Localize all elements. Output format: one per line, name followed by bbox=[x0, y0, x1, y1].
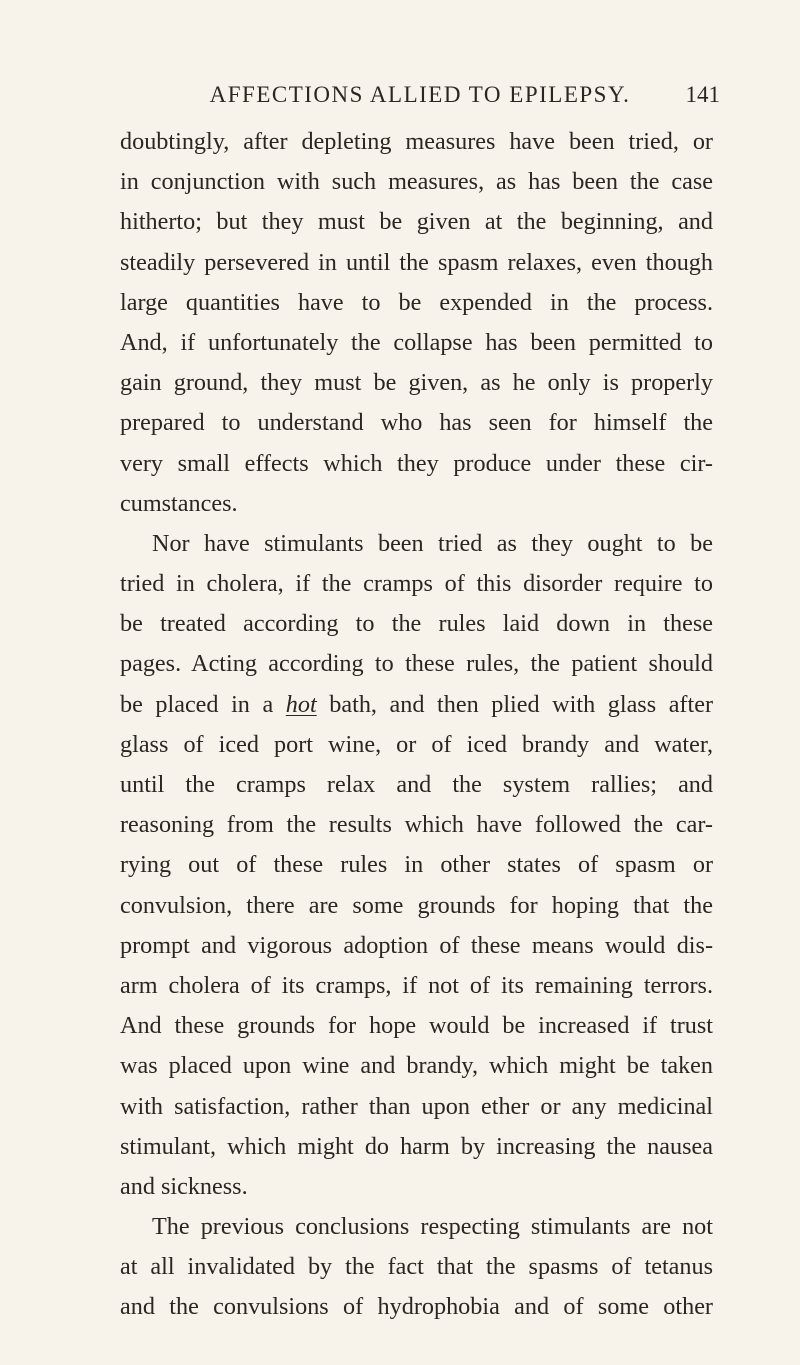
text-line: and the convulsions of hydrophobia and of some other bbox=[120, 1293, 713, 1321]
text-line: arm cholera of its cramps, if not of its remaining terrors. bbox=[120, 971, 713, 999]
paragraph-start-line: The previous conclusions respecting stimulants are not bbox=[152, 1213, 713, 1241]
text-line: and sickness. bbox=[120, 1172, 248, 1200]
text-fragment: bath, and then plied with glass after bbox=[316, 690, 713, 718]
text-line: pages. Acting according to these rules, the patient should bbox=[120, 650, 713, 678]
text-line: cumstances. bbox=[120, 489, 238, 517]
text-line: reasoning from the results which have followed the car- bbox=[120, 811, 713, 839]
text-line: doubtingly, after depleting measures have been tried, or bbox=[120, 128, 713, 155]
paragraph-start-line: Nor have stimulants been tried as they ought to be bbox=[152, 529, 713, 557]
text-fragment: be placed in a bbox=[120, 690, 286, 718]
text-line-with-italic bbox=[120, 685, 713, 725]
text-line: stimulant, which might do harm by increasing the nausea bbox=[120, 1132, 713, 1160]
text-line: And, if unfortunately the collapse has been permitted to bbox=[120, 328, 713, 356]
body-text bbox=[120, 122, 713, 1328]
text-line: at all invalidated by the fact that the spasms of tetanus bbox=[120, 1253, 713, 1281]
text-line: rying out of these rules in other states of spasm or bbox=[120, 851, 713, 879]
text-line: And these grounds for hope would be increased if trust bbox=[120, 1012, 713, 1040]
text-line: convulsion, there are some grounds for hoping that the bbox=[120, 891, 713, 919]
text-line: gain ground, they must be given, as he only is properly bbox=[120, 369, 713, 397]
text-line: tried in cholera, if the cramps of this disorder require to bbox=[120, 570, 713, 598]
text-line: glass of iced port wine, or of iced brandy and water, bbox=[120, 730, 713, 758]
text-line: very small effects which they produce under these cir- bbox=[120, 449, 713, 477]
text-line: prompt and vigorous adoption of these means would dis- bbox=[120, 931, 713, 959]
page-number: 141 bbox=[685, 82, 720, 107]
text-line: steadily persevered in until the spasm relaxes, even though bbox=[120, 248, 713, 276]
running-head bbox=[120, 82, 720, 118]
text-line: in conjunction with such measures, as has been the case bbox=[120, 168, 713, 196]
running-head-title: AFFECTIONS ALLIED TO EPILEPSY. bbox=[209, 82, 631, 107]
text-line: was placed upon wine and brandy, which might be taken bbox=[120, 1052, 713, 1080]
text-line: until the cramps relax and the system rallies; and bbox=[120, 771, 713, 798]
text-line: hitherto; but they must be given at the beginning, and bbox=[120, 208, 713, 236]
italic-word-hot: hot bbox=[285, 690, 317, 718]
text-line: be treated according to the rules laid down in these bbox=[120, 610, 713, 638]
text-line: with satisfaction, rather than upon ether or any medicinal bbox=[120, 1092, 713, 1120]
text-line: large quantities have to be expended in the process. bbox=[120, 288, 713, 316]
text-line: prepared to understand who has seen for himself the bbox=[120, 409, 713, 437]
